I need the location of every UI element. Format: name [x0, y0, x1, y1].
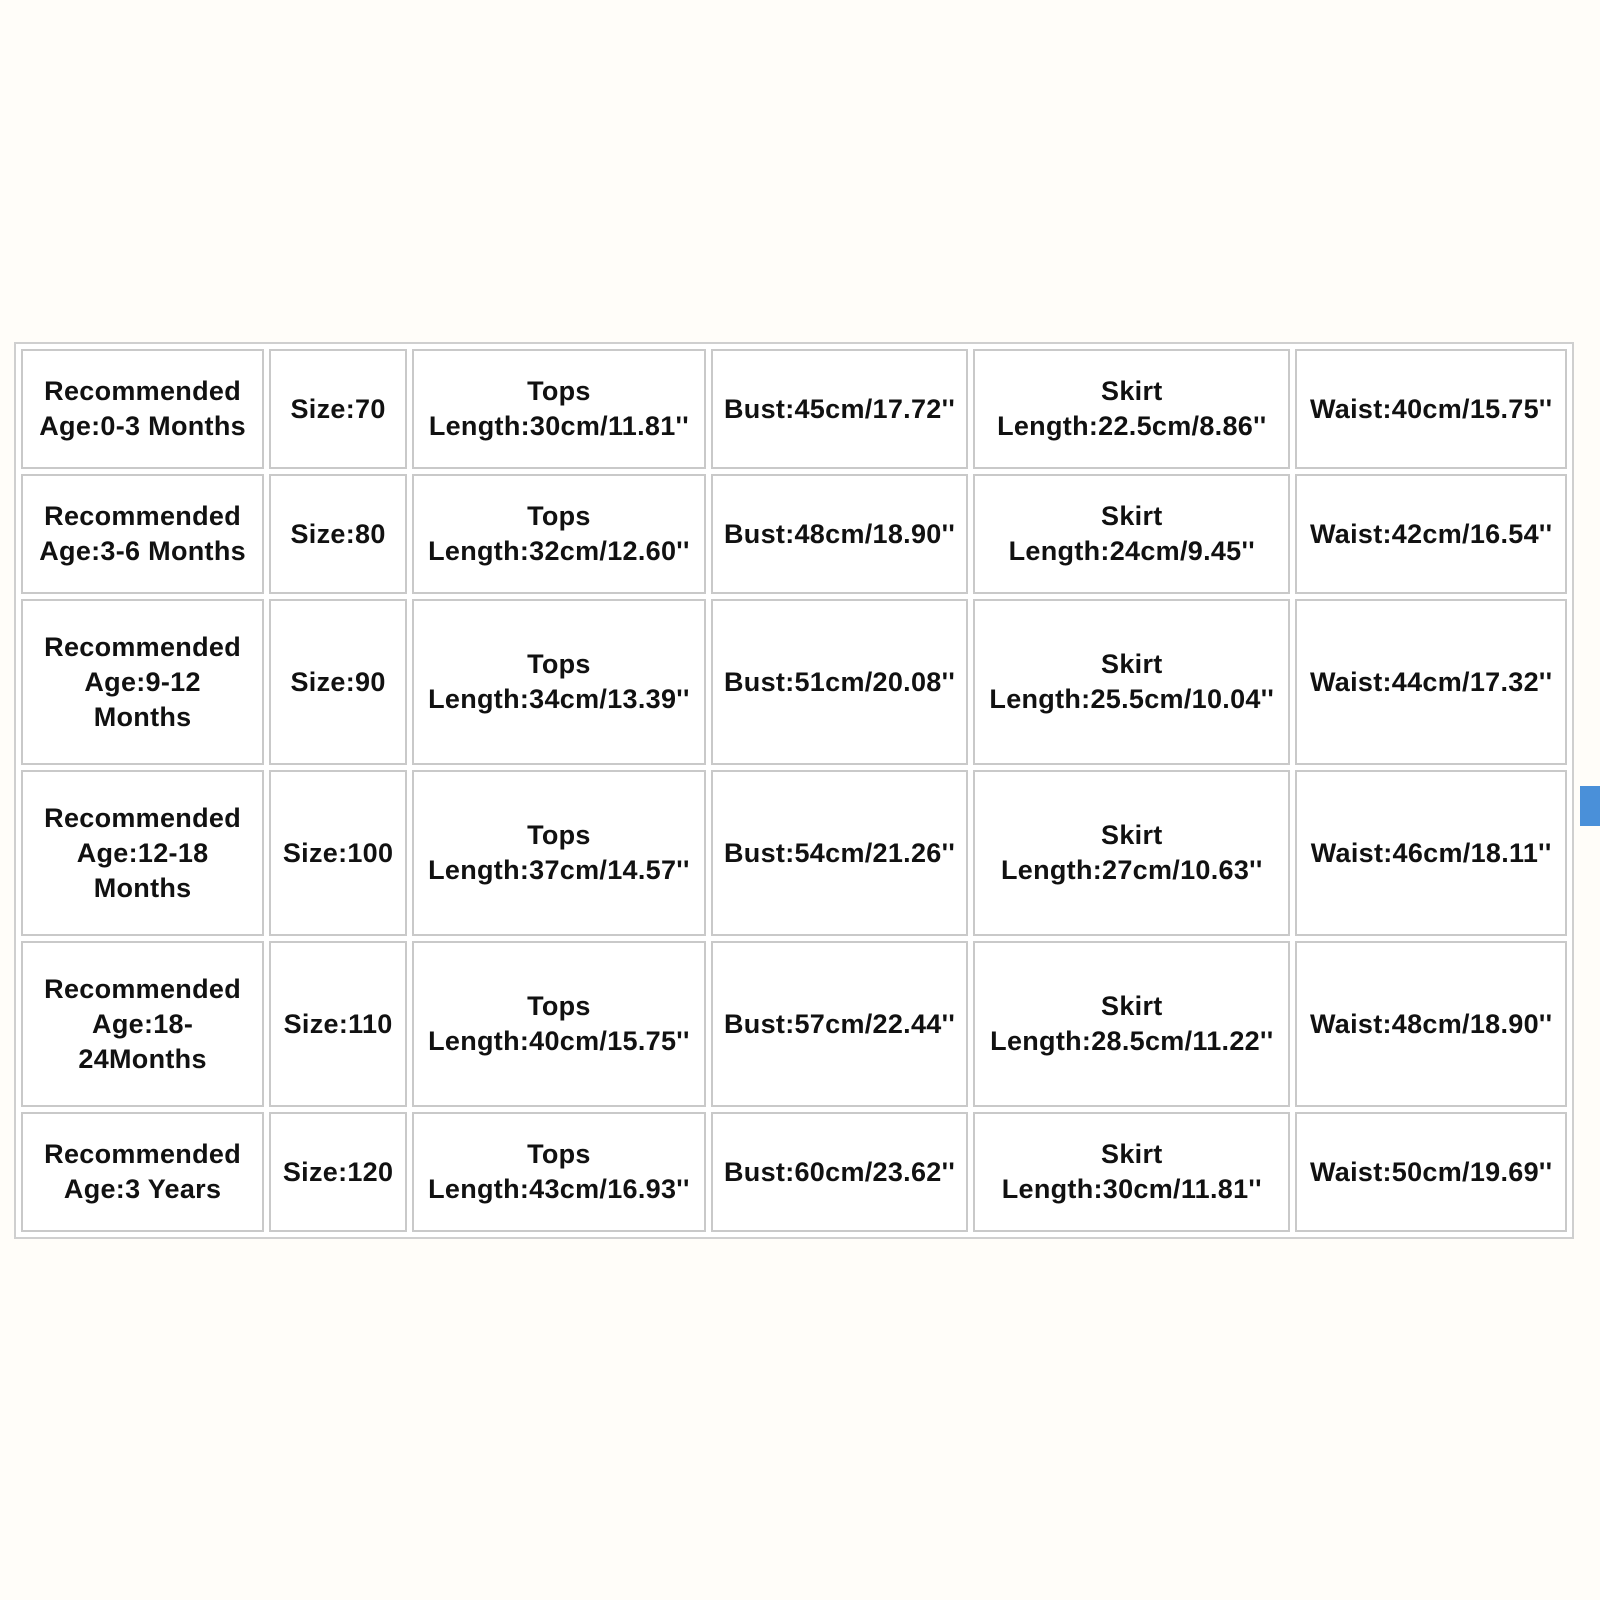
bust-cell	[711, 1112, 968, 1232]
size-value: Size:90	[290, 666, 386, 697]
waist-cell	[1295, 474, 1567, 594]
age-line: Recommended	[44, 631, 242, 662]
size-value: Size:100	[282, 837, 394, 868]
size-cell	[269, 349, 407, 469]
age-line: Recommended	[44, 1139, 242, 1169]
tops-label: Tops	[527, 376, 591, 406]
table-row	[21, 599, 1567, 765]
skirt-length-value: Length:24cm/9.45''	[1008, 536, 1255, 566]
size-value: Size:70	[290, 393, 386, 424]
bust-cell	[711, 941, 968, 1107]
bust-cell	[711, 770, 968, 936]
age-cell	[21, 349, 264, 469]
skirt-label: Skirt	[1101, 376, 1163, 406]
bust-value: Bust:48cm/18.90''	[724, 518, 956, 549]
tops-label: Tops	[527, 501, 591, 531]
skirt-length-value: Length:30cm/11.81''	[1001, 1174, 1262, 1204]
age-line: Age:3-6 Months	[39, 536, 246, 566]
tops-length-cell	[412, 599, 706, 765]
scroll-indicator	[1580, 786, 1600, 826]
bust-cell	[711, 599, 968, 765]
size-cell	[269, 1112, 407, 1232]
skirt-label: Skirt	[1101, 501, 1163, 531]
age-cell	[21, 599, 264, 765]
skirt-length-cell	[973, 770, 1290, 936]
bust-cell	[711, 474, 968, 594]
age-cell	[21, 770, 264, 936]
bust-value: Bust:54cm/21.26''	[724, 837, 956, 868]
bust-value: Bust:51cm/20.08''	[724, 666, 956, 697]
skirt-length-cell	[973, 349, 1290, 469]
age-cell	[21, 1112, 264, 1232]
skirt-label: Skirt	[1101, 991, 1163, 1021]
table-row	[21, 770, 1567, 936]
table-row	[21, 1112, 1567, 1232]
tops-label: Tops	[527, 991, 591, 1021]
size-value: Size:120	[282, 1156, 394, 1187]
bust-value: Bust:57cm/22.44''	[724, 1008, 956, 1039]
tops-length-value: Length:40cm/15.75''	[428, 1026, 690, 1056]
tops-length-value: Length:30cm/11.81''	[428, 411, 689, 441]
table-row	[21, 941, 1567, 1107]
age-line: Recommended	[44, 973, 242, 1004]
age-line: Recommended	[44, 376, 242, 406]
size-cell	[269, 770, 407, 936]
age-line: Months	[93, 872, 192, 903]
tops-length-value: Length:37cm/14.57''	[428, 855, 690, 885]
age-line: Age:12-18	[76, 837, 209, 868]
waist-value: Waist:42cm/16.54''	[1310, 518, 1553, 549]
age-cell	[21, 474, 264, 594]
table-row	[21, 349, 1567, 469]
skirt-length-value: Length:25.5cm/10.04''	[989, 684, 1275, 714]
waist-value: Waist:50cm/19.69''	[1310, 1156, 1553, 1187]
tops-length-cell	[412, 941, 706, 1107]
waist-value: Waist:40cm/15.75''	[1310, 393, 1553, 424]
size-chart-table	[14, 342, 1574, 1239]
skirt-length-cell	[973, 1112, 1290, 1232]
tops-label: Tops	[527, 1139, 591, 1169]
bust-cell	[711, 349, 968, 469]
skirt-label: Skirt	[1101, 820, 1163, 850]
age-cell	[21, 941, 264, 1107]
skirt-length-cell	[973, 941, 1290, 1107]
size-cell	[269, 941, 407, 1107]
waist-cell	[1295, 349, 1567, 469]
tops-length-value: Length:43cm/16.93''	[428, 1174, 690, 1204]
size-value: Size:80	[290, 518, 386, 549]
waist-cell	[1295, 599, 1567, 765]
age-line: Age:3 Years	[63, 1174, 222, 1204]
tops-length-cell	[412, 1112, 706, 1232]
waist-value: Waist:48cm/18.90''	[1310, 1008, 1553, 1039]
size-cell	[269, 599, 407, 765]
tops-label: Tops	[527, 820, 591, 850]
skirt-length-value: Length:22.5cm/8.86''	[997, 411, 1267, 441]
tops-length-cell	[412, 349, 706, 469]
waist-cell	[1295, 1112, 1567, 1232]
age-line: Months	[93, 701, 192, 732]
bust-value: Bust:45cm/17.72''	[724, 393, 956, 424]
skirt-length-cell	[973, 599, 1290, 765]
size-cell	[269, 474, 407, 594]
age-line: 24Months	[78, 1043, 207, 1074]
tops-length-value: Length:34cm/13.39''	[428, 684, 690, 714]
tops-label: Tops	[527, 649, 591, 679]
tops-length-cell	[412, 474, 706, 594]
skirt-length-value: Length:28.5cm/11.22''	[990, 1026, 1274, 1056]
age-line: Age:18-	[92, 1008, 194, 1039]
age-line: Age:0-3 Months	[39, 411, 246, 441]
age-line: Age:9-12	[84, 666, 201, 697]
skirt-label: Skirt	[1101, 649, 1163, 679]
bust-value: Bust:60cm/23.62''	[724, 1156, 956, 1187]
tops-length-value: Length:32cm/12.60''	[428, 536, 690, 566]
skirt-label: Skirt	[1101, 1139, 1163, 1169]
waist-cell	[1295, 941, 1567, 1107]
waist-value: Waist:44cm/17.32''	[1310, 666, 1553, 697]
size-value: Size:110	[283, 1008, 393, 1039]
tops-length-cell	[412, 770, 706, 936]
waist-value: Waist:46cm/18.11''	[1310, 837, 1552, 868]
skirt-length-value: Length:27cm/10.63''	[1000, 855, 1263, 885]
skirt-length-cell	[973, 474, 1290, 594]
age-line: Recommended	[44, 501, 242, 531]
waist-cell	[1295, 770, 1567, 936]
age-line: Recommended	[44, 802, 242, 833]
table-row	[21, 474, 1567, 594]
